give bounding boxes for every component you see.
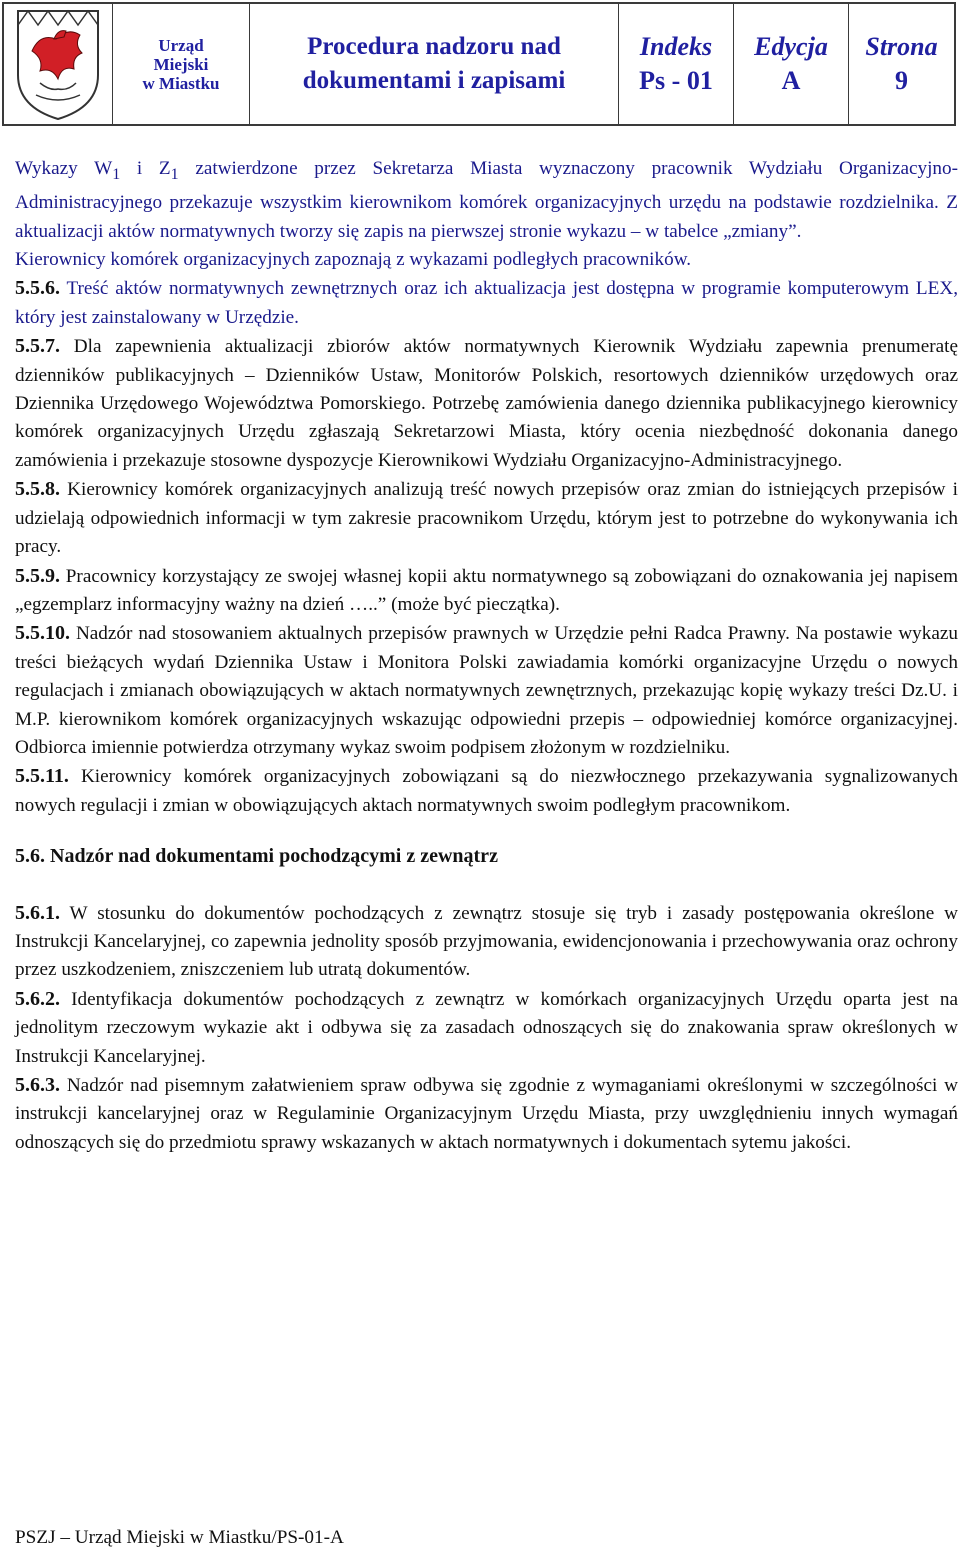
- section-5-5-8: [15, 475, 958, 561]
- paragraph-wykazy: [15, 155, 958, 246]
- edition-cell: [734, 4, 849, 124]
- document-body: [15, 155, 958, 1157]
- office-line-3: w Miastku: [142, 73, 220, 93]
- section-5-5-10: [15, 619, 958, 762]
- section-text: Nadzór nad stosowaniem aktualnych przepisów prawnych w Urzędzie pełni Radca Prawny. Na postawie wykazu treści bieżących wydań Dziennika Ustaw i Monitora Polski zawiadamia komórki organizacyjne Urzędu o nowych regulacjach i zmianach obowiązujących w aktach normatywnych zewnętrznych, przekazując kopię wykazy treści Dz.U. i M.P. kierownikom komórek organizacyjnych wskazując odpowiedni przepis – odpowiedniej komórce organizacyjnej. Odbiorca imiennie potwierdza otrzymany wykaz swoim podpisem złożonym w rozdzielniku.: [15, 623, 958, 758]
- procedure-title-cell: [250, 4, 619, 124]
- text-fragment: Wykazy W: [15, 158, 113, 179]
- section-5-6-1: [15, 899, 958, 985]
- section-number: 5.5.11.: [15, 765, 69, 788]
- page-label: Strona: [865, 32, 938, 61]
- procedure-title-line-1: Procedura nadzoru nad: [307, 33, 561, 60]
- section-number: 5.5.8.: [15, 478, 60, 501]
- coat-of-arms-icon: [10, 5, 106, 123]
- section-number: 5.6.3.: [15, 1074, 60, 1097]
- section-5-6-3: [15, 1071, 958, 1157]
- section-5-5-7: [15, 332, 958, 475]
- office-name-cell: [113, 4, 250, 124]
- section-text: Identyfikacja dokumentów pochodzących z zewnątrz w komórkach organizacyjnych Urzędu oparta jest na jednolitym rzeczowym wykazie akt i odbywa się za zasadach odnoszących się do znakowania spraw określonych w Instrukcji Kancelaryjnej.: [15, 988, 958, 1067]
- section-5-6-2: [15, 985, 958, 1071]
- section-text: Nadzór nad pisemnym załatwieniem spraw odbywa się zgodnie z wymaganiami określonymi w szczególności w instrukcji kancelaryjnej oraz w Regulaminie Organizacyjnym Urzędu Miasta, przy uwzględnieniu innych wymagań odnoszących się do przedmiotu sprawy wskazanych w aktach normatywnych i dokumentach sytemu jakości.: [15, 1075, 958, 1153]
- office-line-1: Urząd: [158, 35, 204, 55]
- section-heading-5-6: [15, 842, 958, 870]
- section-5-5-6: [15, 274, 958, 332]
- page-footer: PSZJ – Urząd Miejski w Miastku/PS-01-A: [15, 1527, 344, 1548]
- office-line-2: Miejski: [153, 54, 209, 74]
- logo-cell: [4, 4, 113, 124]
- text-fragment: i Z: [120, 158, 171, 179]
- section-text: Treść aktów normatywnych zewnętrznych oraz ich aktualizacja jest dostępna w programie komputerowym LEX, który jest zainstalowany w Urzędzie.: [15, 278, 958, 328]
- section-number: 5.6.2.: [15, 987, 60, 1010]
- section-number: 5.6.: [15, 845, 45, 868]
- section-text: Kierownicy komórek organizacyjnych analizują treść nowych przepisów oraz zmian do istniejących przepisów i udzielają odpowiednich informacji w tym zakresie pracownikom Urzędu, którym jest to potrzebne do wykonywania ich pracy.: [15, 479, 958, 558]
- section-number: 5.5.7.: [15, 335, 60, 358]
- subscript: 1: [112, 165, 121, 183]
- page-cell: [849, 4, 954, 124]
- document-header: [2, 2, 956, 126]
- section-heading-text: Nadzór nad dokumentami pochodzącymi z zewnątrz: [45, 845, 498, 868]
- index-label: Indeks: [639, 32, 713, 61]
- paragraph-kierownicy: Kierownicy komórek organizacyjnych zapoznają z wykazami podległych pracowników.: [15, 249, 692, 271]
- edition-label: Edycja: [754, 32, 828, 61]
- index-value: Ps - 01: [639, 66, 713, 95]
- procedure-title-line-2: dokumentami i zapisami: [302, 67, 566, 94]
- page-number: 9: [895, 66, 908, 95]
- subscript: 1: [170, 165, 179, 183]
- edition-value: A: [781, 66, 801, 95]
- section-5-5-11: [15, 762, 958, 820]
- section-text: Kierownicy komórek organizacyjnych zobowiązani są do niezwłocznego przekazywania sygnalizowanych nowych regulacji i zmian w obowiązujących aktach normatywnych swoim podległym pracownikom.: [15, 766, 958, 816]
- section-number: 5.5.9.: [15, 564, 60, 587]
- section-5-5-9: [15, 562, 958, 620]
- index-cell: [619, 4, 734, 124]
- text-fragment: zatwierdzone przez Sekretarza Miasta wyznaczony pracownik Wydziału Organizacyjno-Administracyjnego przekazuje wszystkim kierownikom komórek organizacyjnych urzędu na podstawie rozdzielnika. Z aktualizacji aktów normatywnych tworzy się zapis na pierwszej stronie wykazu – w tabelce „zmiany”.: [15, 158, 958, 242]
- section-text: W stosunku do dokumentów pochodzących z zewnątrz stosuje się tryb i zasady postępowania określone w Instrukcji Kancelaryjnej, co zapewnia jednolity sposób przyjmowania, ewidencjonowania i przechowywania oraz ochrony przez uszkodzeniem, zniszczeniem lub utratą dokumentów.: [15, 902, 958, 981]
- section-text: Dla zapewnienia aktualizacji zbiorów aktów normatywnych Kierownik Wydziału zapewnia prenumeratę dzienników publikacyjnych – Dzienników Ustaw, Monitorów Polskich, resortowych dzienników urzędowych oraz Dziennika Urzędowego Województwa Pomorskiego. Potrzebę zamówienia danego dziennika publikacyjnego kierownicy komórek organizacyjnych Urzędu zgłaszają Sekretarzowi Miasta, który ocenia niezbędność dokonania danego zamówienia i przekazuje stosowne dyspozycje Kierownikowi Wydziału Organizacyjno-Administracyjnego.: [15, 336, 958, 471]
- section-number: 5.5.6.: [15, 277, 60, 300]
- section-text: Pracownicy korzystający ze swojej własnej kopii aktu normatywnego są zobowiązani do oznakowania jej napisem „egzemplarz informacyjny ważny na dzień …..” (może być pieczątka).: [15, 565, 958, 615]
- section-number: 5.6.1.: [15, 901, 60, 924]
- section-number: 5.5.10.: [15, 622, 70, 645]
